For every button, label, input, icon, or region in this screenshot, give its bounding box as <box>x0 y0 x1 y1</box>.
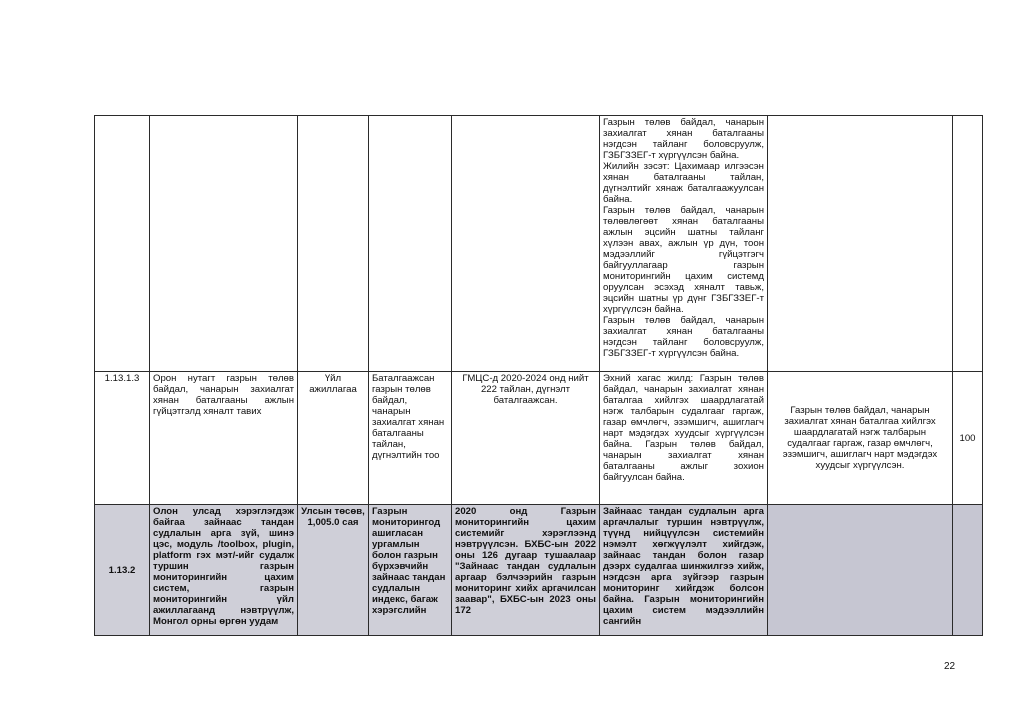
table-row-1-13-2 <box>95 505 983 636</box>
cell-evaluation-empty <box>768 505 953 636</box>
cell-evaluation: Газрын төлөв байдал, чанарын захиалгат хянан баталгаа хийлгэх шаардлагатай нэгж талбарын судалгааг гаргаж, газар өмчлөгч, эзэмшигч, ашиглагч нарт мэдэгдэх хуудсыг хүргүүлсэн. <box>768 372 953 505</box>
cell-progress: Эхний хагас жилд: Газрын төлөв байдал, чанарын захиалгат хянан баталгаа хийлгэх шаардлагатай нэгж талбарын судалгааг гаргаж, газар өмчлөгч, эзэмшигч, ашиглагч нарт мэдэгдэх хуудсыг хүргүүлсэн байна. Газрын төлөв байдал, чанарын захиалгат хянан баталгааны ажлыг зохион байгуулсан байна. <box>600 372 768 505</box>
cell-baseline: ГМЦС-д 2020-2024 онд нийт 222 тайлан, дүгнэлт баталгаажсан. <box>452 372 600 505</box>
cell-budget: Үйл ажиллагаа <box>298 372 369 505</box>
progress-paragraph: Газрын төлөв байдал, чанарын захиалгат хянан баталгааны нэгдсэн тайланг боловсруулж, ГЗБГЗЗЕГ-т хүргүүлсэн байна. <box>603 117 764 161</box>
cell-budget-empty <box>298 116 369 372</box>
cell-score-empty <box>953 505 983 636</box>
cell-baseline-empty <box>452 116 600 372</box>
cell-score: 100 <box>953 372 983 505</box>
table-row-continued <box>95 116 983 372</box>
progress-paragraph: Газрын төлөв байдал, чанарын захиалгат хянан баталгааны нэгдсэн тайланг боловсруулж, ГЗБГЗЗЕГ-т хүргүүлсэн байна. <box>603 315 764 359</box>
cell-num: 1.13.1.3 <box>95 372 150 505</box>
progress-paragraph: Жилийн зэсэт: Цахимаар илгээсэн хянан баталгааны тайлан, дүгнэлтийг хянаж баталгаажуулсан байна. <box>603 161 764 205</box>
cell-score-empty <box>953 116 983 372</box>
cell-indicator: Газрын мониторингод ашигласан ургамлын болон газрын бүрхэвчийн зайнаас тандан судлалын индекс, багаж хэрэгслийн <box>369 505 452 636</box>
cell-num: 1.13.2 <box>95 505 150 636</box>
cell-indicator-empty <box>369 116 452 372</box>
cell-num-empty <box>95 116 150 372</box>
cell-activity-empty <box>150 116 298 372</box>
cell-activity: Орон нутагт газрын төлөв байдал, чанарын захиалгат хянан баталгааны ажлын гүйцэтгэлд хяналт тавих <box>150 372 298 505</box>
progress-paragraph: Газрын төлөв байдал, чанарын төлөвлөгөөт хянан баталгааны ажлын эцсийн шатны тайланг хүлээн авах, ажлын үр дүн, тоон мэдээллийг гүйцэтгэгч байгууллагаар газрын мониторингийн цахим системд оруулсан эсэхэд хяналт тавьж, эцсийн шатны үр дүнг ГЗБГЗЗЕГ-т хүргүүлсэн байна. <box>603 205 764 315</box>
cell-baseline: 2020 онд Газрын мониторингийн цахим системийг хэрэглээнд нэвтрүүлсэн. БХБС-ын 2022 оны 126 дугаар тушаалаар "Зайнаас тандан судлалын аргаар бэлчээрийн газрын мониторинг хийх аргачилсан заавар", БХБС-ын 2023 оны 172 <box>452 505 600 636</box>
cell-budget: Улсын төсөв, 1,005.0 сая <box>298 505 369 636</box>
cell-evaluation-empty <box>768 116 953 372</box>
page-number: 22 <box>944 661 956 672</box>
cell-progress: Зайнаас тандан судлалын арга аргачлалыг туршин нэвтрүүлж, түүнд нийцүүлсэн системийн нэмэлт хөгжүүлэлт хийгдэж, зайнаас тандан болон газар дээрх судалгаа шинжилгээ хийж, нэгдсэн арга зүйгээр газрын мониторинг хийгдэж болсон байна. Газрын мониторингийн цахим систем мэдээллийн сангийн <box>600 505 768 636</box>
table-row-1-13-1-3 <box>95 372 983 505</box>
cell-activity: Олон улсад хэрэглэгдэж байгаа зайнаас тандан судлалын арга зүй, шинэ цэс, модуль /toolbox, plugin, platform гэх мэт/-ийг судалж туршин газрын мониторингийн цахим систем, газрын мониторингийн үйл ажиллагаанд нэвтрүүлж, Монгол орны өргөн уудам <box>150 505 298 636</box>
cell-indicator: Баталгаажсан газрын төлөв байдал, чанарын захиалгат хянан баталгааны тайлан, дүгнэлтийн тоо <box>369 372 452 505</box>
evaluation-table <box>94 115 983 636</box>
cell-progress <box>600 116 768 372</box>
